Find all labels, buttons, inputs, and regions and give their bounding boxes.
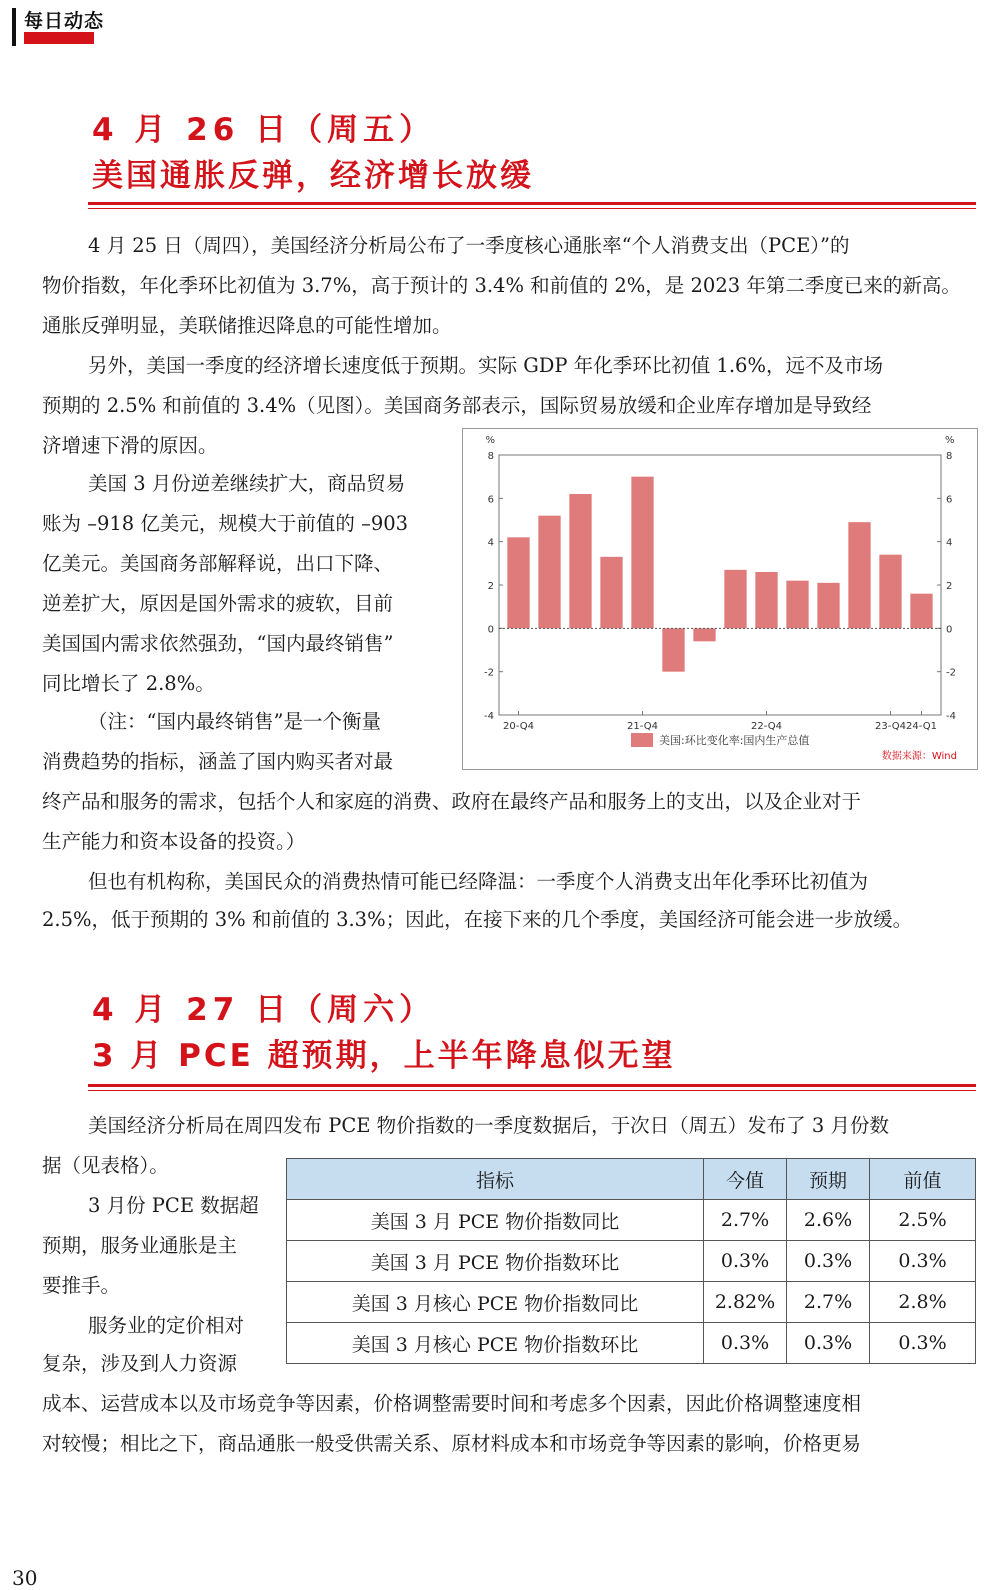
paragraph-line: 同比增长了 2.8%。 bbox=[42, 672, 215, 695]
legend-label: 美国:环比变化率:国内生产总值 bbox=[659, 734, 810, 747]
paragraph-line: 美国经济分析局在周四发布 PCE 物价指数的一季度数据后，于次日（周五）发布了 3 月份数 bbox=[88, 1114, 889, 1137]
page-number: 30 bbox=[12, 1566, 38, 1590]
section1-date: 4 月 26 日（周五） bbox=[92, 112, 436, 148]
y-tick-label-left: 6 bbox=[487, 494, 494, 506]
note-line: 消费趋势的指标，涵盖了国内购买者对最 bbox=[42, 750, 394, 773]
paragraph-line: 美国国内需求依然强劲，“国内最终销售” bbox=[42, 632, 394, 655]
chart-bar bbox=[600, 557, 622, 629]
header-red-block bbox=[24, 32, 94, 44]
y-tick-label-right: 8 bbox=[946, 451, 953, 462]
chart-bar bbox=[724, 570, 746, 629]
paragraph-line: 要推手。 bbox=[42, 1274, 121, 1297]
paragraph-line: 4 月 25 日（周四），美国经济分析局公布了一季度核心通胀率“个人消费支出（PCE）”的 bbox=[88, 234, 850, 257]
pce-table bbox=[286, 1158, 976, 1364]
table-cell: 美国 3 月核心 PCE 物价指数同比 bbox=[287, 1282, 704, 1323]
paragraph-line: 亿美元。美国商务部解释说，出口下降、 bbox=[42, 552, 394, 575]
table-header-cell: 今值 bbox=[704, 1159, 787, 1200]
y-tick-label-right: 2 bbox=[946, 581, 953, 592]
chart-bar bbox=[910, 594, 932, 629]
paragraph-line: 美国 3 月份逆差继续扩大，商品贸易 bbox=[88, 472, 406, 495]
paragraph-line: 复杂，涉及到人力资源 bbox=[42, 1352, 238, 1375]
y-tick-label-right: -2 bbox=[946, 667, 956, 679]
table-cell: 0.3% bbox=[870, 1323, 976, 1364]
section1-rule-thin bbox=[88, 208, 976, 209]
table-header-cell: 前值 bbox=[870, 1159, 976, 1200]
y-tick-label-left: 2 bbox=[487, 581, 494, 592]
chart-bar bbox=[879, 555, 901, 629]
section2-rule-thin bbox=[88, 1090, 976, 1091]
chart-bar bbox=[538, 516, 560, 629]
x-tick-label: 22-Q4 bbox=[751, 721, 782, 732]
y-tick-label-left: -4 bbox=[484, 711, 494, 722]
chart-bar bbox=[755, 572, 777, 628]
table-cell: 0.3% bbox=[787, 1241, 870, 1282]
section2-rule-thick bbox=[88, 1084, 976, 1087]
paragraph-line: 成本、运营成本以及市场竞争等因素，价格调整需要时间和考虑多个因素，因此价格调整速度相 bbox=[42, 1392, 862, 1415]
note-line: 生产能力和资本设备的投资。） bbox=[42, 830, 306, 853]
table-cell: 2.7% bbox=[787, 1282, 870, 1323]
table-cell: 2.5% bbox=[870, 1200, 976, 1241]
x-tick-label: 23-Q4 bbox=[875, 721, 906, 732]
chart-bar bbox=[507, 537, 529, 628]
y-tick-label-right: 4 bbox=[946, 537, 953, 549]
table-cell: 0.3% bbox=[704, 1241, 787, 1282]
section1-title: 美国通胀反弹，经济增长放缓 bbox=[92, 158, 534, 194]
paragraph-line: 但也有机构称，美国民众的消费热情可能已经降温：一季度个人消费支出年化季环比初值为 bbox=[88, 870, 869, 893]
paragraph-line: 对较慢；相比之下，商品通胀一般受供需关系、原材料成本和市场竞争等因素的影响，价格更易 bbox=[42, 1432, 862, 1455]
table-cell: 美国 3 月 PCE 物价指数同比 bbox=[287, 1200, 704, 1241]
y-unit-right: % bbox=[945, 435, 955, 446]
chart-svg bbox=[463, 429, 977, 769]
paragraph-line: 逆差扩大，原因是国外需求的疲软，目前 bbox=[42, 592, 394, 615]
chart-source: 数据来源：Wind bbox=[881, 751, 957, 762]
section-header: 每日动态 bbox=[24, 10, 105, 32]
gdp-chart-canvas bbox=[463, 429, 977, 769]
table-header-cell: 预期 bbox=[787, 1159, 870, 1200]
section1-rule-thick bbox=[88, 202, 976, 205]
section2-date: 4 月 27 日（周六） bbox=[92, 992, 436, 1028]
y-tick-label-left: 0 bbox=[487, 624, 494, 636]
legend-swatch bbox=[631, 733, 653, 747]
paragraph-line: 另外，美国一季度的经济增长速度低于预期。实际 GDP 年化季环比初值 1.6%，远不及市场 bbox=[88, 354, 883, 377]
chart-bar bbox=[662, 628, 684, 671]
header-bar bbox=[12, 8, 16, 46]
table-cell: 0.3% bbox=[704, 1323, 787, 1364]
paragraph-line: 通胀反弹明显，美联储推迟降息的可能性增加。 bbox=[42, 314, 452, 337]
paragraph-line: 济增速下滑的原因。 bbox=[42, 434, 218, 457]
paragraph-line: 预期的 2.5% 和前值的 3.4%（见图）。美国商务部表示，国际贸易放缓和企业库存增加是导致经 bbox=[42, 394, 872, 417]
y-tick-label-right: 0 bbox=[946, 624, 953, 636]
x-tick-label: 24-Q1 bbox=[906, 721, 937, 732]
table-header-row bbox=[287, 1159, 976, 1200]
table-row bbox=[287, 1241, 976, 1282]
paragraph-line: 账为 –918 亿美元，规模大于前值的 –903 bbox=[42, 512, 409, 535]
table-cell: 美国 3 月核心 PCE 物价指数环比 bbox=[287, 1323, 704, 1364]
section2-title: 3 月 PCE 超预期，上半年降息似无望 bbox=[92, 1038, 676, 1074]
y-unit-left: % bbox=[485, 435, 495, 446]
y-tick-label-left: -2 bbox=[484, 667, 494, 679]
chart-bar bbox=[631, 477, 653, 629]
table-row bbox=[287, 1200, 976, 1241]
table-cell: 0.3% bbox=[787, 1323, 870, 1364]
y-tick-label-right: 6 bbox=[946, 494, 953, 506]
table-cell: 美国 3 月 PCE 物价指数环比 bbox=[287, 1241, 704, 1282]
x-tick-label: 21-Q4 bbox=[627, 721, 658, 732]
note-line: 终产品和服务的需求，包括个人和家庭的消费、政府在最终产品和服务上的支出，以及企业对于 bbox=[42, 790, 862, 813]
table-row bbox=[287, 1282, 976, 1323]
table-row bbox=[287, 1323, 976, 1364]
table-cell: 2.8% bbox=[870, 1282, 976, 1323]
table-cell: 0.3% bbox=[870, 1241, 976, 1282]
paragraph-line: 2.5%，低于预期的 3% 和前值的 3.3%；因此，在接下来的几个季度，美国经济可能会进一步放缓。 bbox=[42, 908, 913, 931]
x-tick-label: 20-Q4 bbox=[503, 721, 534, 732]
table-cell: 2.82% bbox=[704, 1282, 787, 1323]
table-cell: 2.6% bbox=[787, 1200, 870, 1241]
chart-bar bbox=[848, 522, 870, 628]
chart-bar bbox=[817, 583, 839, 629]
paragraph-line: 预期，服务业通胀是主 bbox=[42, 1234, 238, 1257]
paragraph-line: 3 月份 PCE 数据超 bbox=[88, 1194, 259, 1217]
chart-bar bbox=[786, 581, 808, 629]
y-tick-label-right: -4 bbox=[946, 711, 956, 722]
gdp-chart bbox=[462, 428, 978, 770]
chart-bar bbox=[693, 628, 715, 641]
note-line: （注：“国内最终销售”是一个衡量 bbox=[88, 710, 381, 733]
chart-bar bbox=[569, 494, 591, 628]
table-cell: 2.7% bbox=[704, 1200, 787, 1241]
paragraph-line: 物价指数，年化季环比初值为 3.7%，高于预计的 3.4% 和前值的 2%，是 2023 年第二季度已来的新高。 bbox=[42, 274, 961, 297]
table-header-cell: 指标 bbox=[287, 1159, 704, 1200]
y-tick-label-left: 4 bbox=[487, 537, 494, 549]
paragraph-line: 据（见表格）。 bbox=[42, 1154, 169, 1177]
plot-frame bbox=[499, 455, 941, 715]
y-tick-label-left: 8 bbox=[487, 451, 494, 462]
paragraph-line: 服务业的定价相对 bbox=[88, 1314, 245, 1337]
